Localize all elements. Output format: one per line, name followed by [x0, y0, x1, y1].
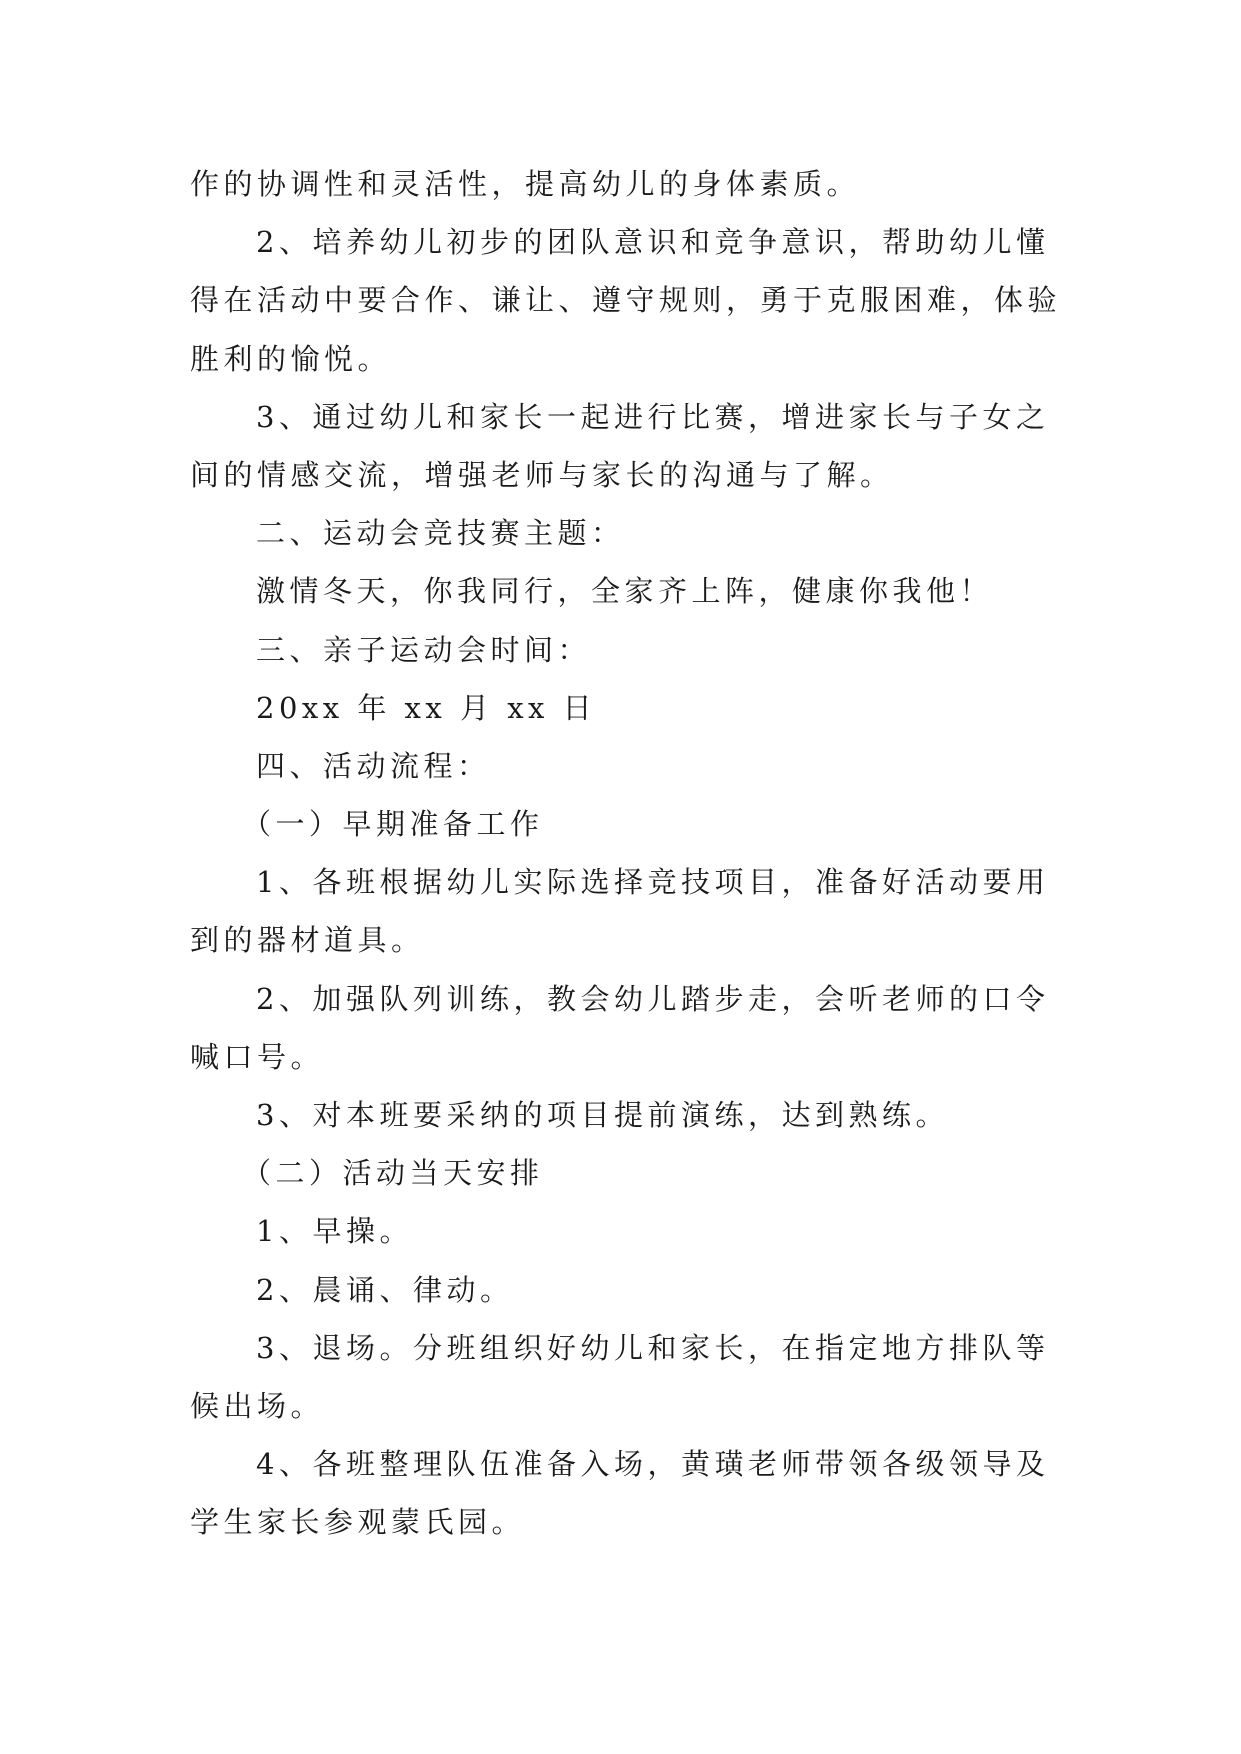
document-body [190, 155, 1060, 1552]
text-line: 学生家长参观蒙氏园。 [190, 1505, 526, 1540]
section-heading: 四、活动流程： [256, 748, 491, 783]
subsection-heading: （一）早期准备工作 [242, 807, 544, 842]
text-line: 1、各班根据幼儿实际选择竞技项目，准备好活动要用 [256, 865, 1050, 900]
section-heading: 三、亲子运动会时间： [256, 632, 592, 667]
text-line: 得在活动中要合作、谦让、遵守规则，勇于克服困难，体验 [190, 283, 1062, 318]
text-line: 到的器材道具。 [190, 923, 425, 958]
section-heading: 二、运动会竞技赛主题： [256, 516, 625, 551]
text-line: 3、通过幼儿和家长一起进行比赛，增进家长与子女之 [256, 399, 1050, 434]
text-line: 2、晨诵、律动。 [256, 1272, 514, 1307]
text-line: 胜利的愉悦。 [190, 341, 392, 376]
text-line: 2、加强队列训练，教会幼儿踏步走，会听老师的口令 [256, 981, 1050, 1016]
text-line: 3、退场。分班组织好幼儿和家长，在指定地方排队等 [256, 1330, 1050, 1365]
text-line: 喊口号。 [190, 1039, 325, 1074]
text-line: 20xx 年 xx 月 xx 日 [256, 690, 597, 725]
text-line: 3、对本班要采纳的项目提前演练，达到熟练。 [256, 1098, 949, 1132]
text-line: 4、各班整理队伍准备入场，黄璜老师带领各级领导及 [256, 1447, 1050, 1482]
text-line: 候出场。 [190, 1388, 325, 1423]
text-line: 间的情感交流，增强老师与家长的沟通与了解。 [190, 457, 894, 492]
text-line: 2、培养幼儿初步的团队意识和竞争意识，帮助幼儿懂 [256, 225, 1050, 260]
text-line: 激情冬天，你我同行，全家齐上阵，健康你我他！ [256, 574, 994, 609]
text-line: 1、早操。 [256, 1214, 413, 1249]
subsection-heading: （二）活动当天安排 [242, 1156, 544, 1191]
text-line: 作的协调性和灵活性，提高幼儿的身体素质。 [190, 167, 861, 201]
